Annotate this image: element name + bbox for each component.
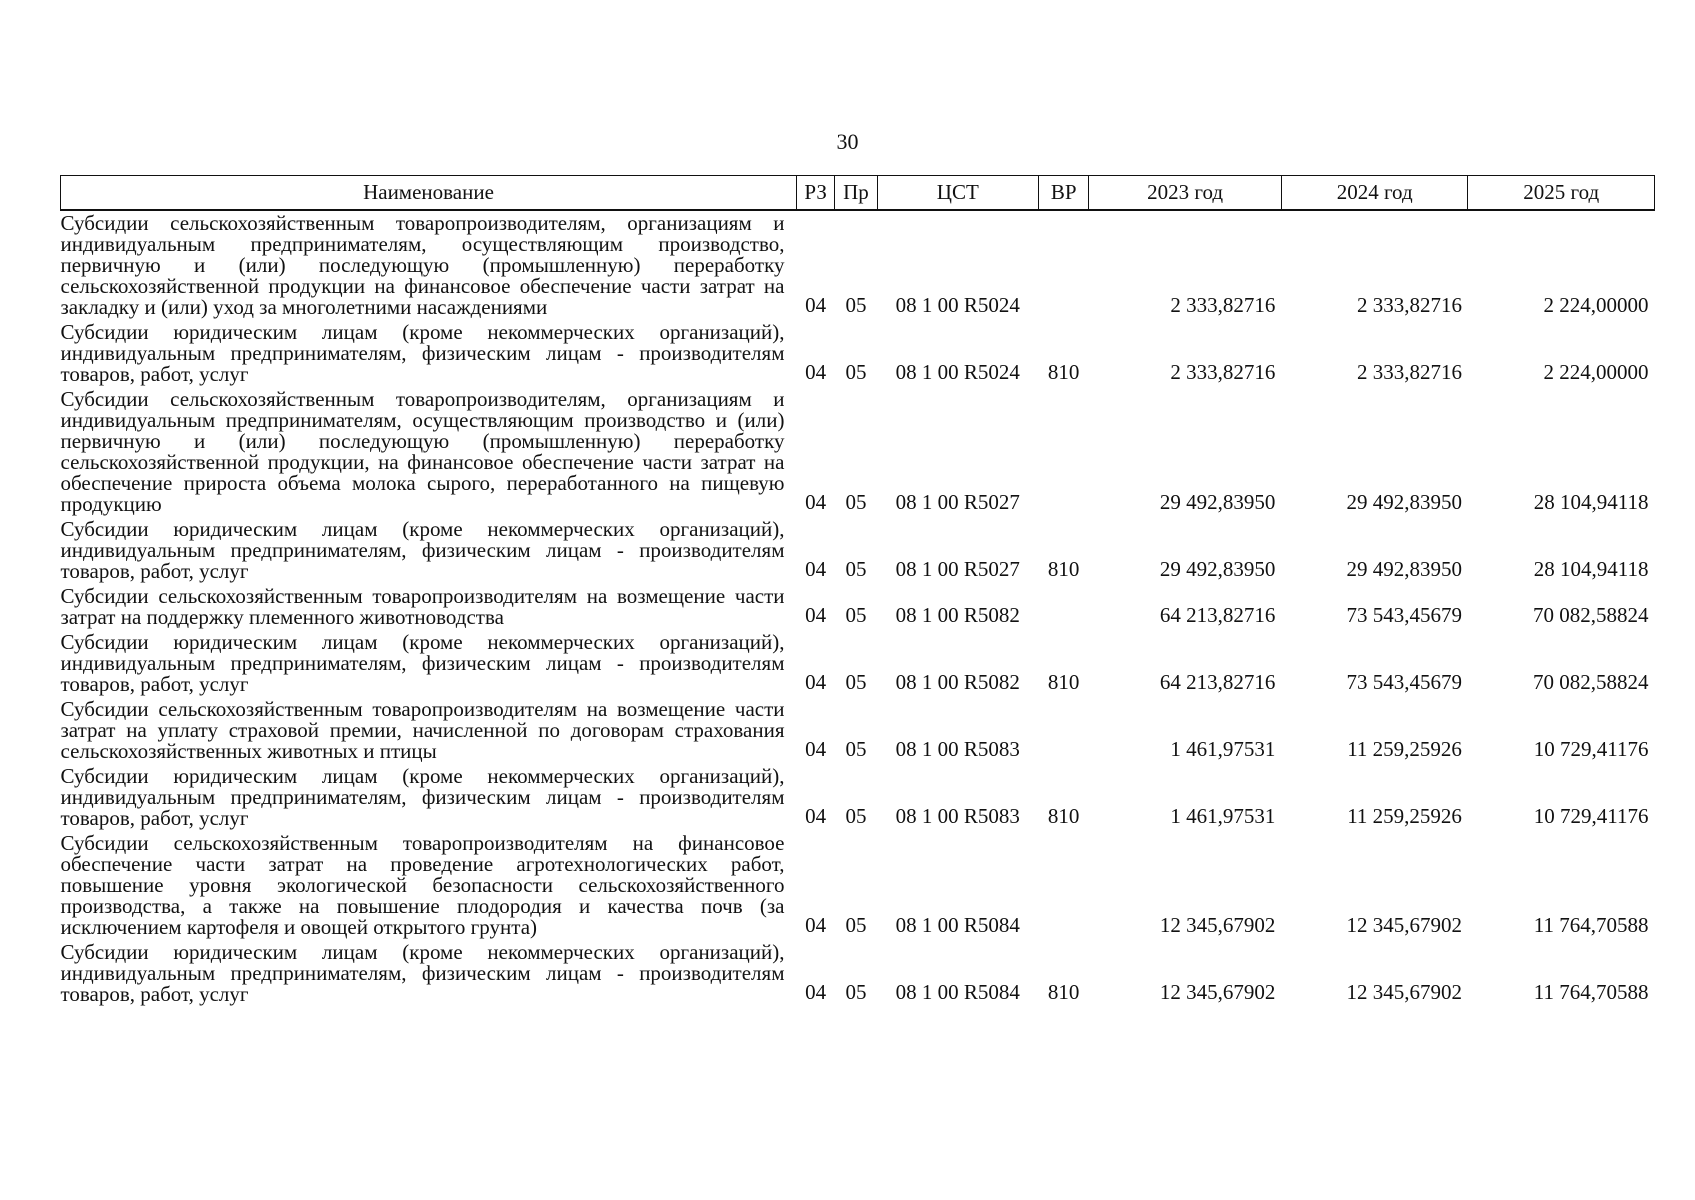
row-pr: 05 — [845, 557, 867, 581]
row-2025: 11 764,70588 — [1533, 913, 1649, 937]
budget-table — [60, 175, 1655, 1007]
row-rz: 04 — [805, 603, 827, 627]
row-cst: 08 1 00 R5027 — [895, 490, 1020, 514]
row-2024: 11 259,25926 — [1347, 804, 1462, 828]
row-2023: 2 333,82716 — [1170, 360, 1276, 384]
row-2024: 12 345,67902 — [1346, 913, 1462, 937]
row-2025: 11 764,70588 — [1533, 980, 1649, 1004]
table-row — [61, 320, 1655, 387]
table-row — [61, 387, 1655, 517]
table-header-row — [61, 176, 1655, 211]
row-2023: 12 345,67902 — [1159, 913, 1276, 937]
row-2023: 1 461,97531 — [1170, 804, 1276, 828]
row-name: Субсидии юридическим лицам (кроме некоммерческих организаций), индивидуальным предпринимателям, физическим лицам - производителям товаров, работ, услуг — [60, 764, 785, 830]
table-row — [61, 764, 1655, 831]
row-2024: 29 492,83950 — [1346, 490, 1462, 514]
row-rz: 04 — [805, 980, 827, 1004]
table-row — [61, 940, 1655, 1007]
row-2025: 28 104,94118 — [1533, 557, 1649, 581]
row-pr: 05 — [845, 490, 867, 514]
header-rz: РЗ — [797, 176, 835, 211]
header-cst: ЦСТ — [877, 176, 1038, 211]
table-row — [61, 831, 1655, 940]
row-cst: 08 1 00 R5027 — [895, 557, 1020, 581]
row-name: Субсидии сельскохозяйственным товаропроизводителям, организациям и индивидуальным предпринимателям, осуществляющим производство, первичную и (или) последующую (промышленную) переработку сельскохозяйственной продукции на финансовое обеспечение части затрат на закладку и (или) уход за многолетними насаждениями — [60, 211, 785, 319]
row-rz: 04 — [805, 490, 827, 514]
row-vr — [1038, 697, 1088, 764]
row-2025: 28 104,94118 — [1533, 490, 1649, 514]
row-2023: 64 213,82716 — [1159, 603, 1276, 627]
row-name: Субсидии юридическим лицам (кроме некоммерческих организаций), индивидуальным предпринимателям, физическим лицам - производителям товаров, работ, услуг — [60, 630, 785, 696]
row-name: Субсидии сельскохозяйственным товаропроизводителям на возмещение части затрат на поддержку племенного животноводства — [60, 584, 785, 629]
header-2023: 2023 год — [1089, 176, 1282, 211]
row-rz: 04 — [805, 670, 827, 694]
row-cst: 08 1 00 R5083 — [895, 737, 1020, 761]
row-2025: 2 224,00000 — [1543, 293, 1649, 317]
table-row — [61, 697, 1655, 764]
row-pr: 05 — [845, 360, 867, 384]
row-2023: 29 492,83950 — [1159, 490, 1276, 514]
row-2024: 2 333,82716 — [1356, 360, 1462, 384]
row-2023: 2 333,82716 — [1170, 293, 1276, 317]
table-row — [61, 584, 1655, 630]
row-vr: 810 — [1047, 557, 1080, 581]
row-cst: 08 1 00 R5024 — [895, 360, 1020, 384]
row-name: Субсидии сельскохозяйственным товаропроизводителям на возмещение части затрат на уплату страховой премии, начисленной по договорам страхования сельскохозяйственных животных и птицы — [60, 697, 785, 763]
row-2025: 10 729,41176 — [1533, 737, 1649, 761]
row-name: Субсидии юридическим лицам (кроме некоммерческих организаций), индивидуальным предпринимателям, физическим лицам - производителям товаров, работ, услуг — [60, 320, 785, 386]
row-pr: 05 — [845, 670, 867, 694]
row-vr: 810 — [1047, 980, 1080, 1004]
row-2023: 1 461,97531 — [1170, 737, 1276, 761]
row-rz: 04 — [805, 913, 827, 937]
row-2024: 73 543,45679 — [1346, 670, 1462, 694]
row-cst: 08 1 00 R5082 — [895, 603, 1020, 627]
table-row — [61, 517, 1655, 584]
row-name: Субсидии сельскохозяйственным товаропроизводителям, организациям и индивидуальным предпринимателям, осуществляющим производство и (или) первичную и (или) последующую (промышленную) переработку сельскохозяйственной продукции, на финансовое обеспечение части затрат на обеспечение прироста объема молока сырого, переработанного на пищевую продукцию — [60, 387, 785, 516]
page-number: 30 — [836, 129, 859, 154]
row-rz: 04 — [805, 804, 827, 828]
row-vr — [1038, 387, 1088, 517]
row-2025: 70 082,58824 — [1533, 603, 1649, 627]
row-cst: 08 1 00 R5024 — [895, 293, 1020, 317]
row-vr: 810 — [1047, 360, 1080, 384]
row-cst: 08 1 00 R5083 — [895, 804, 1020, 828]
row-cst: 08 1 00 R5084 — [895, 913, 1020, 937]
row-rz: 04 — [805, 737, 827, 761]
row-2025: 70 082,58824 — [1533, 670, 1649, 694]
row-pr: 05 — [845, 603, 867, 627]
row-2023: 29 492,83950 — [1159, 557, 1276, 581]
row-name: Субсидии юридическим лицам (кроме некоммерческих организаций), индивидуальным предпринимателям, физическим лицам - производителям товаров, работ, услуг — [60, 940, 785, 1006]
row-2023: 64 213,82716 — [1159, 670, 1276, 694]
row-pr: 05 — [845, 980, 867, 1004]
header-pr: Пр — [835, 176, 877, 211]
row-vr: 810 — [1047, 670, 1080, 694]
row-rz: 04 — [805, 293, 827, 317]
row-cst: 08 1 00 R5084 — [895, 980, 1020, 1004]
table-row — [61, 210, 1655, 320]
row-rz: 04 — [805, 557, 827, 581]
row-2024: 12 345,67902 — [1346, 980, 1462, 1004]
row-pr: 05 — [845, 804, 867, 828]
row-pr: 05 — [845, 913, 867, 937]
table-row — [61, 630, 1655, 697]
row-cst: 08 1 00 R5082 — [895, 670, 1020, 694]
row-2025: 10 729,41176 — [1533, 804, 1649, 828]
row-name: Субсидии юридическим лицам (кроме некоммерческих организаций), индивидуальным предпринимателям, физическим лицам - производителям товаров, работ, услуг — [60, 517, 785, 583]
header-2024: 2024 год — [1281, 176, 1468, 211]
row-2023: 12 345,67902 — [1159, 980, 1276, 1004]
row-vr — [1038, 584, 1088, 630]
row-vr — [1038, 210, 1088, 320]
row-2025: 2 224,00000 — [1543, 360, 1649, 384]
row-name: Субсидии сельскохозяйственным товаропроизводителям на финансовое обеспечение части затрат на проведение агротехнологических работ, повышение уровня экологической безопасности сельскохозяйственного производства, а также на повышение плодородия и качества почв (за исключением картофеля и овощей открытого грунта) — [60, 831, 785, 939]
row-2024: 73 543,45679 — [1346, 603, 1462, 627]
row-vr: 810 — [1047, 804, 1080, 828]
header-vr: ВР — [1038, 176, 1088, 211]
row-2024: 2 333,82716 — [1356, 293, 1462, 317]
header-name: Наименование — [61, 176, 797, 211]
row-rz: 04 — [805, 360, 827, 384]
row-vr — [1038, 831, 1088, 940]
header-2025: 2025 год — [1468, 176, 1655, 211]
row-2024: 11 259,25926 — [1347, 737, 1462, 761]
row-2024: 29 492,83950 — [1346, 557, 1462, 581]
row-pr: 05 — [845, 737, 867, 761]
row-pr: 05 — [845, 293, 867, 317]
